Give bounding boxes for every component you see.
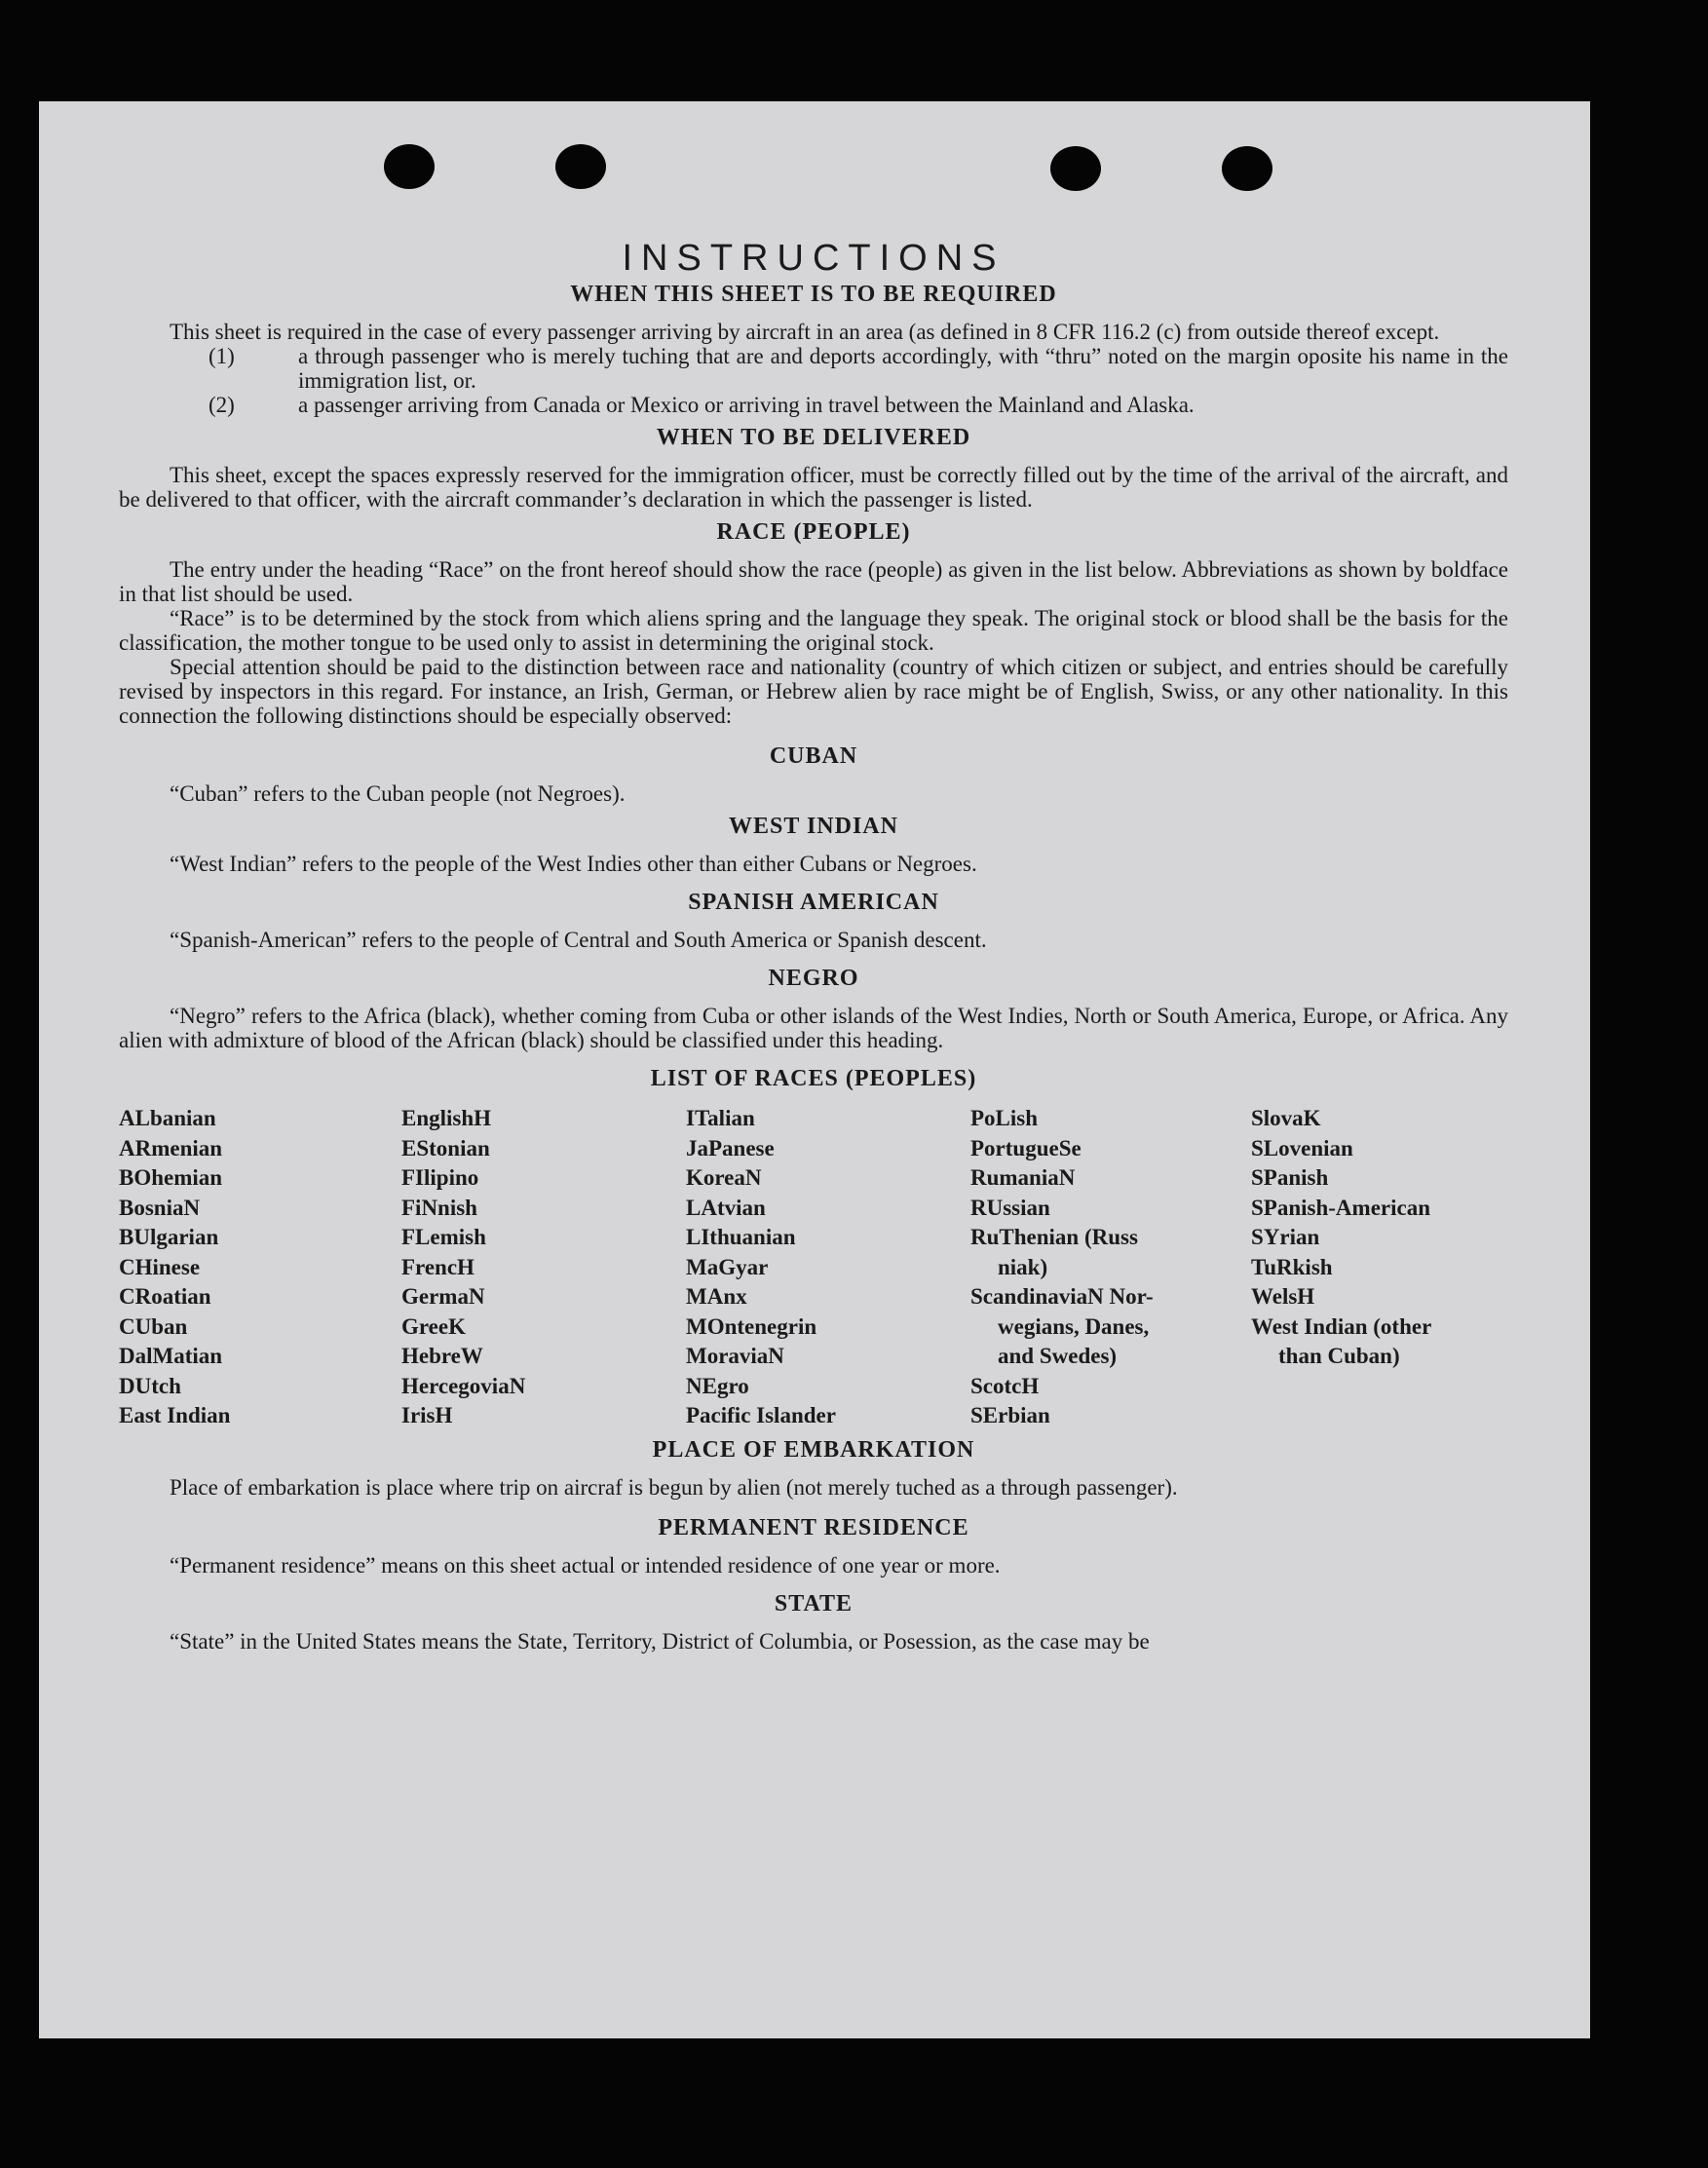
race-entry: IrisH <box>401 1403 453 1427</box>
race-entry: TuRkish <box>1251 1254 1333 1279</box>
race-entry: ALbanian <box>119 1106 216 1130</box>
when-required-intro: This sheet is required in the case of every passenger arriving by aircraft in an area (as defined in 8 CFR 116.2 (c) from outside thereof except. <box>170 320 1440 344</box>
state-text: “State” in the United States means the State, Territory, District of Columbia, or Posession, as the case may be <box>170 1628 1150 1654</box>
race-entry: East Indian <box>119 1403 231 1427</box>
west-indian-text: “West Indian” refers to the people of the West Indies other than either Cubans or Negroes. <box>170 852 977 876</box>
race-entry: WelsH <box>1251 1284 1315 1309</box>
heading-permanent-residence: PERMANENT RESIDENCE <box>658 1514 969 1540</box>
race-entry: West Indian (other <box>1251 1313 1432 1339</box>
races-column <box>1251 1104 1508 1431</box>
race-entry: FIlipino <box>401 1165 479 1190</box>
race-entry-continuation: wegians, Danes, <box>998 1313 1150 1339</box>
race-entry-continuation: niak) <box>998 1254 1048 1279</box>
race-entry: MOntenegrin <box>686 1313 817 1339</box>
race-entry: ScandinaviaN Nor- <box>970 1284 1154 1309</box>
negro-text: “Negro” refers to the Africa (black), whether coming from Cuba or other islands of the West Indies, North or South America, Europe, or Africa. Any alien with admixture of blood of the African (black) should be classified under this heading. <box>119 1004 1508 1052</box>
punch-hole <box>555 144 606 189</box>
race-entry: Pacific Islander <box>686 1403 836 1427</box>
race-entry: GreeK <box>401 1313 466 1339</box>
heading-embarkation: PLACE OF EMBARKATION <box>652 1436 975 1463</box>
exception-text: a through passenger who is merely tuching that are and deports accordingly, with “thru” noted on the margin oposite his name in the immigration list, or. <box>298 344 1508 393</box>
heading-list-of-races: LIST OF RACES (PEOPLES) <box>650 1066 977 1091</box>
exception-item <box>119 393 1508 417</box>
embarkation-text: Place of embarkation is place where trip on aircraf is begun by alien (not merely tuched as a through passenger). <box>170 1474 1178 1500</box>
race-entry: KoreaN <box>686 1165 762 1190</box>
race-paragraph-3: Special attention should be paid to the distinction between race and nationality (country of which citizen or subject, and entries should be carefully revised by inspectors in this regard. For instance, an Irish, German, or Hebrew alien by race might be of English, Swiss, or any other nationality. In this connection the following distinctions should be especially observed: <box>119 655 1508 728</box>
race-entry: FiNnish <box>401 1195 477 1220</box>
race-entry: SlovaK <box>1251 1106 1321 1130</box>
punch-hole <box>1222 146 1272 191</box>
exception-number: (2) <box>209 393 235 417</box>
when-delivered-text: This sheet, except the spaces expressly reserved for the immigration officer, must be correctly filled out by the time of the arrival of the aircraft, and be delivered to that officer, with the aircraft commander’s declaration in which the passenger is listed. <box>119 463 1508 512</box>
races-column <box>401 1104 686 1431</box>
race-entry: CHinese <box>119 1254 201 1279</box>
race-entry: PoLish <box>970 1106 1039 1130</box>
races-column <box>686 1104 970 1431</box>
heading-when-required: WHEN THIS SHEET IS TO BE REQUIRED <box>570 282 1057 307</box>
exception-number: (1) <box>209 344 235 368</box>
heading-state: STATE <box>774 1590 854 1616</box>
punch-hole <box>1050 146 1101 191</box>
race-entry: BOhemian <box>119 1165 223 1190</box>
exception-text: a passenger arriving from Canada or Mexico or arriving in travel between the Mainland and Alaska. <box>298 393 1195 417</box>
race-entry: RumaniaN <box>970 1165 1076 1190</box>
heading-race: RACE (PEOPLE) <box>716 519 911 545</box>
race-entry: LAtvian <box>686 1195 766 1220</box>
races-column <box>970 1104 1251 1431</box>
races-list <box>119 1104 1508 1431</box>
sheet-content <box>119 238 1508 1654</box>
instruction-sheet <box>39 101 1590 2038</box>
race-entry: FLemish <box>401 1225 486 1249</box>
race-entry: FrencH <box>401 1254 474 1279</box>
race-entry: EnglishH <box>401 1106 492 1130</box>
race-entry: LIthuanian <box>686 1225 796 1249</box>
race-entry: DalMatian <box>119 1344 223 1368</box>
races-column <box>119 1104 401 1431</box>
spanish-american-text: “Spanish-American” refers to the people of Central and South America or Spanish descent. <box>170 928 987 952</box>
race-entry: BUlgarian <box>119 1225 219 1249</box>
race-entry: CRoatian <box>119 1284 211 1309</box>
page-title: INSTRUCTIONS <box>622 238 1006 279</box>
race-entry: HebreW <box>401 1344 483 1368</box>
heading-spanish-american: SPANISH AMERICAN <box>688 890 939 915</box>
race-entry: PortugueSe <box>970 1135 1082 1160</box>
race-entry: BosniaN <box>119 1195 201 1220</box>
race-entry: RUssian <box>970 1195 1050 1220</box>
race-entry: MoraviaN <box>686 1344 784 1368</box>
race-entry: SPanish <box>1251 1165 1329 1190</box>
race-entry: GermaN <box>401 1284 485 1309</box>
race-entry: JaPanese <box>686 1135 775 1160</box>
race-entry-continuation: than Cuban) <box>1278 1344 1400 1368</box>
race-entry: ARmenian <box>119 1135 223 1160</box>
cuban-text: “Cuban” refers to the Cuban people (not Negroes). <box>170 781 626 806</box>
race-entry: HercegoviaN <box>401 1373 526 1398</box>
race-entry: DUtch <box>119 1373 181 1398</box>
heading-negro: NEGRO <box>768 966 859 991</box>
race-entry: ScotcH <box>970 1373 1040 1398</box>
race-entry: SYrian <box>1251 1225 1320 1249</box>
exception-item <box>119 344 1508 393</box>
race-entry: MAnx <box>686 1284 747 1309</box>
race-entry-continuation: and Swedes) <box>998 1344 1118 1368</box>
race-entry: CUban <box>119 1313 188 1339</box>
residence-text: “Permanent residence” means on this sheet actual or intended residence of one year or more. <box>170 1552 1001 1578</box>
heading-cuban: CUBAN <box>769 743 858 769</box>
punch-hole <box>384 144 435 189</box>
race-entry: SPanish-American <box>1251 1195 1430 1220</box>
race-entry: SErbian <box>970 1403 1050 1427</box>
heading-when-delivered: WHEN TO BE DELIVERED <box>656 425 971 450</box>
race-entry: RuThenian (Russ <box>970 1225 1138 1249</box>
heading-west-indian: WEST INDIAN <box>729 814 898 839</box>
race-entry: SLovenian <box>1251 1135 1353 1160</box>
race-entry: MaGyar <box>686 1254 769 1279</box>
race-entry: ITalian <box>686 1106 755 1130</box>
race-paragraph-2: “Race” is to be determined by the stock from which aliens spring and the language they speak. The original stock or blood shall be the basis for the classification, the mother tongue to be used only to assist in determining the original stock. <box>119 606 1508 655</box>
race-entry: NEgro <box>686 1373 749 1398</box>
race-paragraph-1: The entry under the heading “Race” on the front hereof should show the race (people) as given in the list below. Abbreviations as shown by boldface in that list should be used. <box>119 557 1508 606</box>
race-entry: EStonian <box>401 1135 490 1160</box>
